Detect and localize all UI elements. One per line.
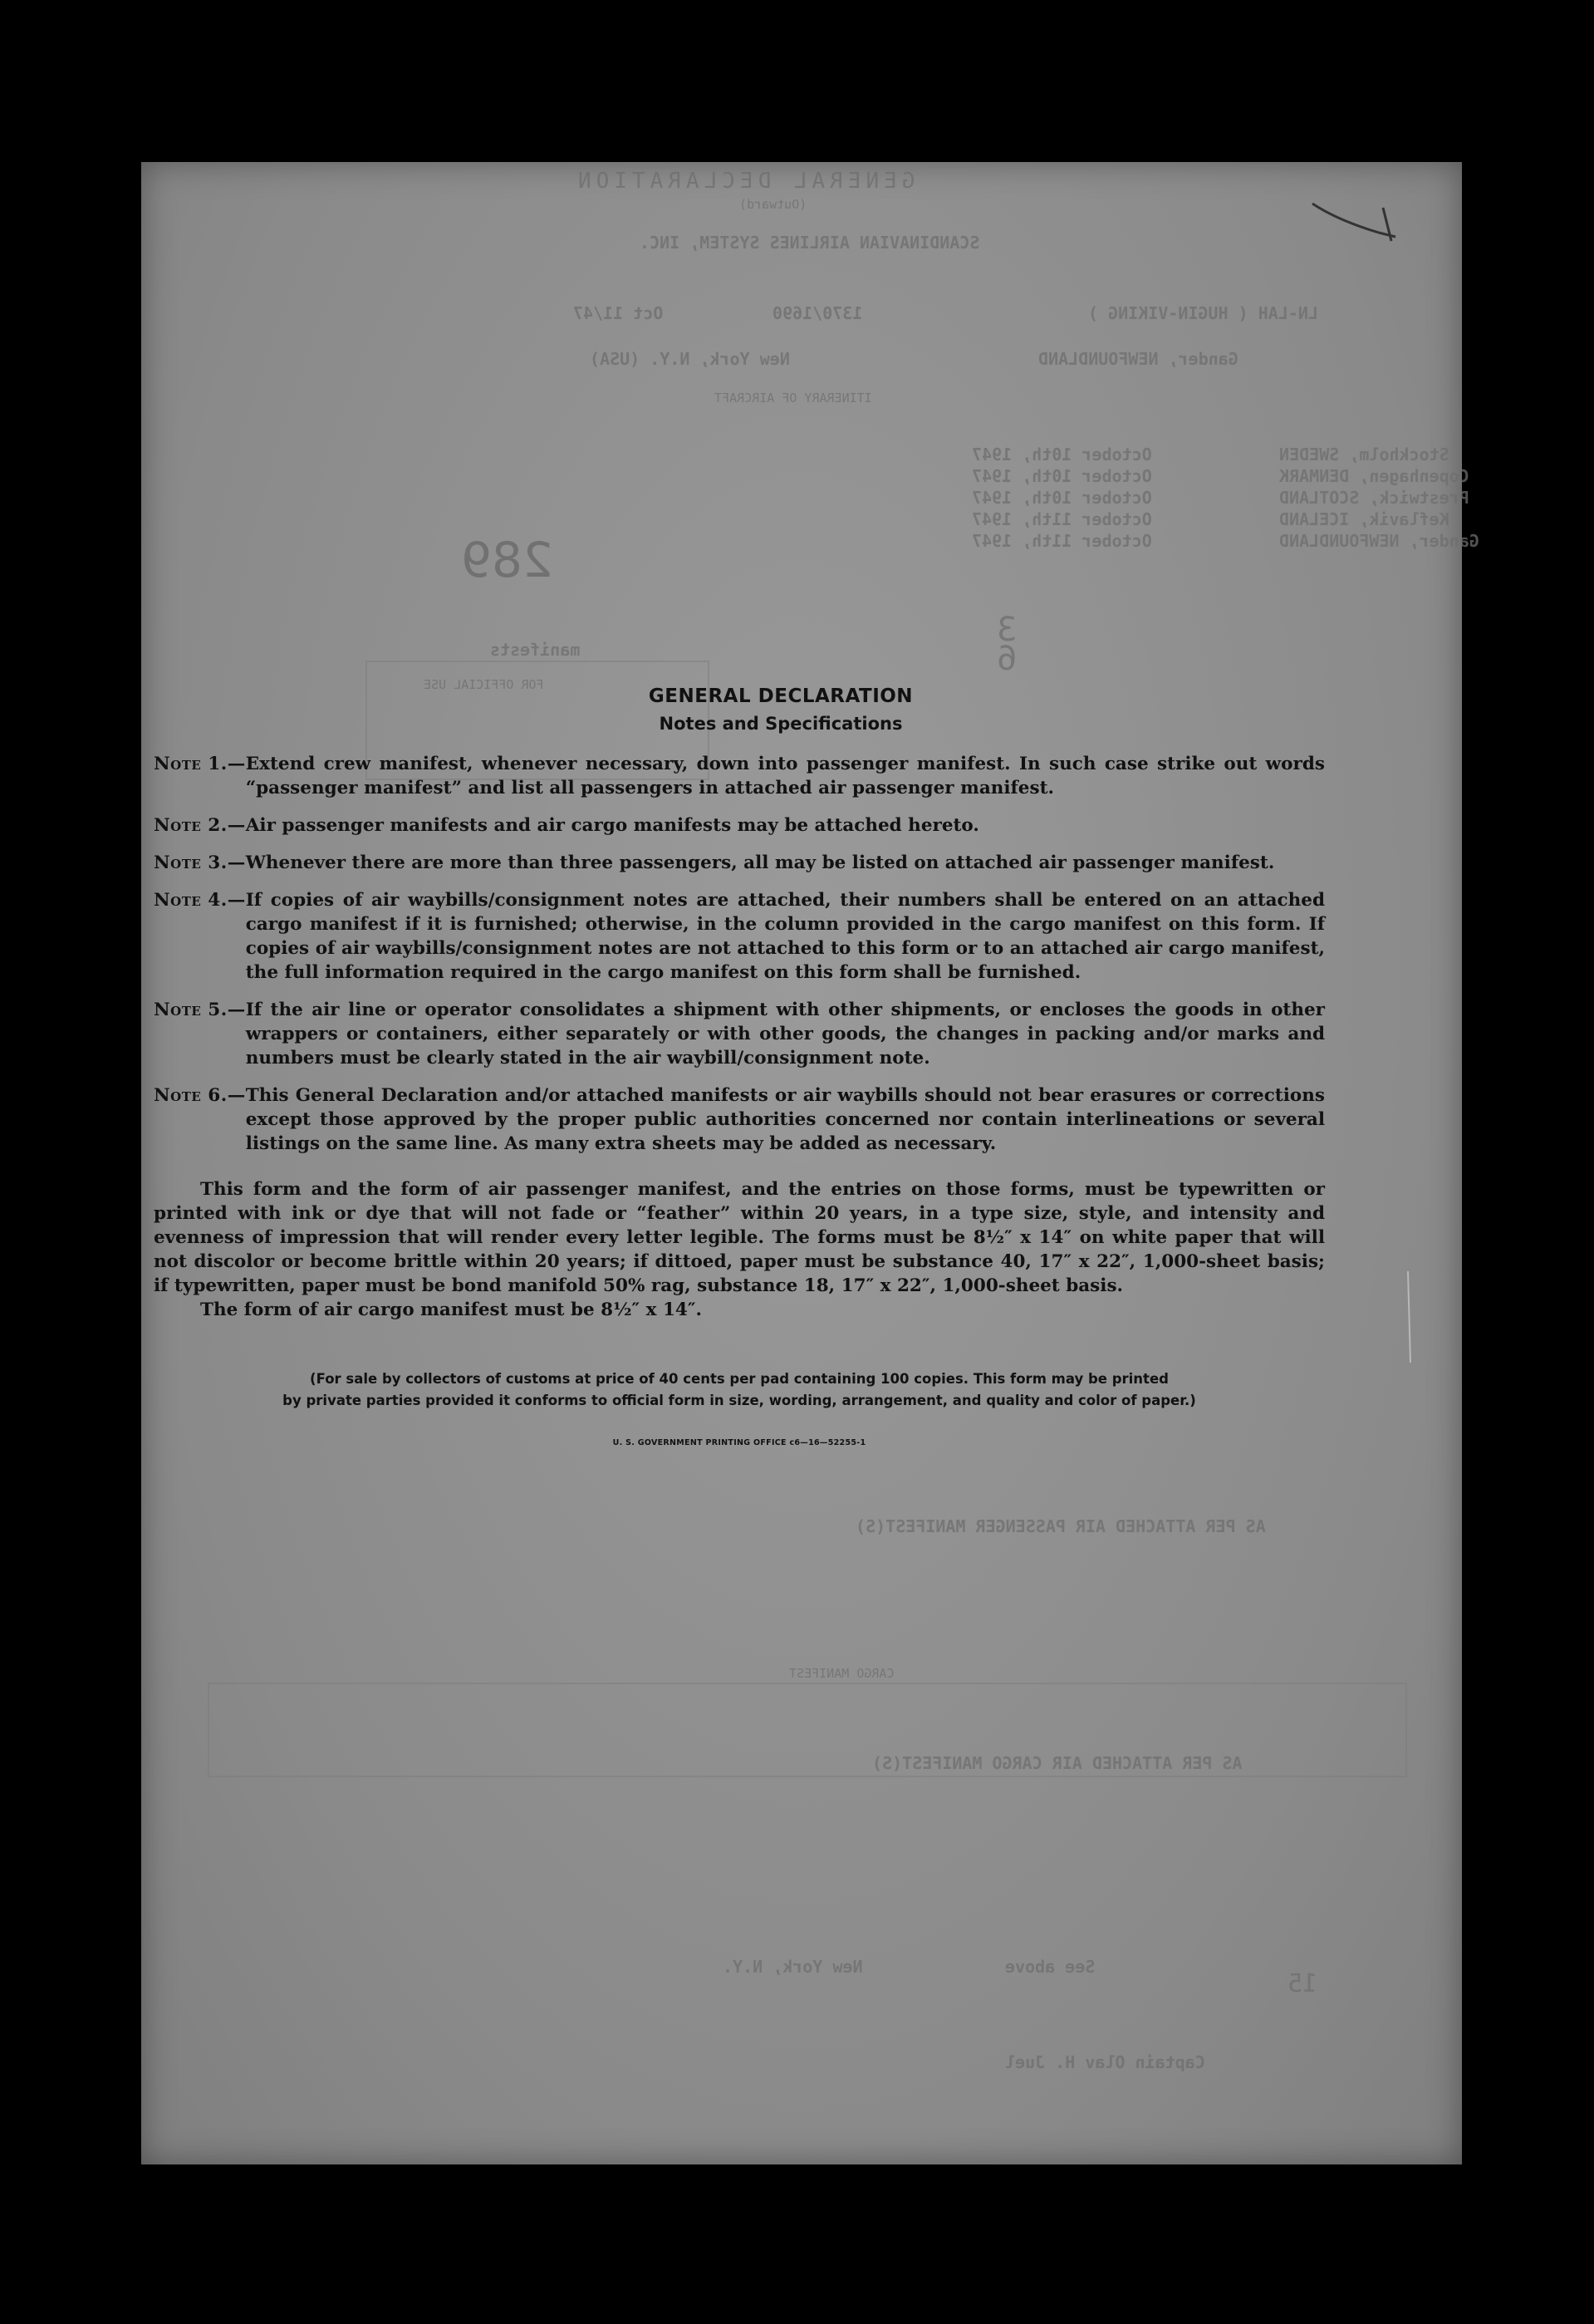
bleed-embarked: See above xyxy=(1005,1957,1096,1977)
note-item xyxy=(154,813,1325,838)
note-item xyxy=(154,851,1325,875)
printing-office-line: U. S. GOVERNMENT PRINTING OFFICE c6—16—52255-1 xyxy=(612,1438,866,1447)
bleed-cargo-count: 6 xyxy=(997,640,1018,678)
note-label: Note 5.— xyxy=(154,1000,246,1020)
bleed-itinerary-date: October 10th, 1947 xyxy=(972,445,1152,464)
bleed-date: Oct 11/47 xyxy=(573,303,664,323)
bleed-cargo-header: CARGO MANIFEST xyxy=(789,1666,895,1681)
sale-note xyxy=(154,1368,1325,1412)
sale-note-line: by private parties provided it conforms to official form in size, wording, arrangement, and quality and color of paper.) xyxy=(282,1393,1196,1408)
bleed-aircraft: LN-LAH ( HUGIN-VIKING ) xyxy=(1088,303,1318,323)
bleed-itinerary-date: October 11th, 1947 xyxy=(972,531,1152,551)
bleed-itinerary-date: October 10th, 1947 xyxy=(972,466,1152,486)
bleed-itinerary-date: October 11th, 1947 xyxy=(972,509,1152,529)
bleed-cargo-banner: AS PER ATTACHED AIR CARGO MANIFEST(S) xyxy=(872,1753,1243,1773)
note-label: Note 3.— xyxy=(154,852,246,873)
pencil-mark-icon xyxy=(1304,187,1404,245)
bleed-manifests-attached: manifests xyxy=(490,640,581,660)
note-text: If copies of air waybills/consignment notes are attached, their numbers shall be entered on an attached cargo manifest if it is furnished; otherwise, in the column provided in the cargo manifest on this form. If copies of air waybills/consignment notes are not attached to this form or to an attached air cargo manifest, the full information required in the cargo manifest on this form shall be furnished. xyxy=(245,890,1325,983)
bleed-itinerary-place: Copenhagen, DENMARK xyxy=(1279,466,1469,486)
note-label: Note 1.— xyxy=(154,754,246,774)
note-item xyxy=(154,998,1325,1070)
bleed-flight: 1370/1690 xyxy=(772,303,863,323)
note-item xyxy=(154,752,1325,800)
bleed-destination: New York, N.Y. (USA) xyxy=(590,349,790,369)
bleed-destination-2: New York, N.Y. xyxy=(723,1957,863,1977)
bleed-passenger-total: 15 xyxy=(1287,1969,1318,1998)
bleed-itinerary-place: Prestwick, SCOTLAND xyxy=(1279,488,1469,508)
bleed-itinerary-place: Keflavik, ICELAND xyxy=(1279,509,1449,529)
cargo-size-line: The form of air cargo manifest must be 8½″ x 14″. xyxy=(200,1300,702,1320)
bleed-itinerary-place: Stockholm, SWEDEN xyxy=(1279,445,1449,464)
note-text: Whenever there are more than three passengers, all may be listed on attached air passenger manifest. xyxy=(245,852,1275,873)
note-item xyxy=(154,888,1325,985)
bleed-passenger-banner: AS PER ATTACHED AIR PASSENGER MANIFEST(S) xyxy=(856,1516,1266,1536)
page-subtitle: Notes and Specifications xyxy=(659,714,903,734)
note-text: Extend crew manifest, whenever necessary, down into passenger manifest. In such case strike out words “passenger manifest” and list all passengers in attached air passenger manifest. xyxy=(245,754,1325,798)
bleed-stamp-number: 289 xyxy=(461,532,553,588)
note-label: Note 6.— xyxy=(154,1085,246,1106)
bleed-official-use: FOR OFFICIAL USE xyxy=(424,677,544,692)
bleed-header-sub: (Outward) xyxy=(739,197,807,212)
note-label: Note 2.— xyxy=(154,815,246,836)
notes-section xyxy=(154,685,1325,1447)
bleed-itinerary-header: ITINERARY OF AIRCRAFT xyxy=(714,391,872,405)
note-item xyxy=(154,1083,1325,1156)
scratch-mark-icon xyxy=(1395,1267,1420,1367)
bleed-captain: Captain Olav H. Juel xyxy=(1005,2052,1205,2072)
form-specification-paragraph: This form and the form of air passenger manifest, and the entries on those forms, must be typewritten or printed with ink or dye that will not fade or “feather” within 20 years, in a type size, style, and intensity and evenness of impression that will render every letter legible. The forms must be 8½″ x 14″ on white paper that will not discolor or become brittle within 20 years; if dittoed, paper must be substance 40, 17″ x 22″, 1,000-sheet basis; if typewritten, paper must be bond manifold 50% rag, substance 18, 17″ x 22″, 1,000-sheet basis. xyxy=(154,1179,1325,1296)
bleed-itinerary-place: Gander, NEWFOUNDLAND xyxy=(1279,531,1479,551)
note-label: Note 4.— xyxy=(154,890,246,911)
bleed-header-title: GENERAL DECLARATION xyxy=(573,169,915,194)
bleed-departure: Gander, NEWFOUNDLAND xyxy=(1038,349,1238,369)
bleed-passenger-count: 3 xyxy=(997,611,1018,649)
bleed-itinerary-date: October 10th, 1947 xyxy=(972,488,1152,508)
note-text: If the air line or operator consolidates a shipment with other shipments, or encloses the goods in other wrappers or containers, either separately or with other goods, the changes in packing and/or marks and numbers must be clearly stated in the air waybill/consignment note. xyxy=(245,1000,1325,1069)
page-title: GENERAL DECLARATION xyxy=(648,685,914,707)
note-text: This General Declaration and/or attached manifests or air waybills should not bear erasures or corrections except those approved by the proper public authorities concerned nor contain interlineations or several listings on the same line. As many extra sheets may be added as necessary. xyxy=(245,1085,1325,1154)
note-text: Air passenger manifests and air cargo manifests may be attached hereto. xyxy=(245,815,979,836)
bleed-airline: SCANDINAVIAN AIRLINES SYSTEM, INC. xyxy=(640,233,980,253)
sale-note-line: (For sale by collectors of customs at price of 40 cents per pad containing 100 copies. This form may be printed xyxy=(310,1371,1169,1387)
